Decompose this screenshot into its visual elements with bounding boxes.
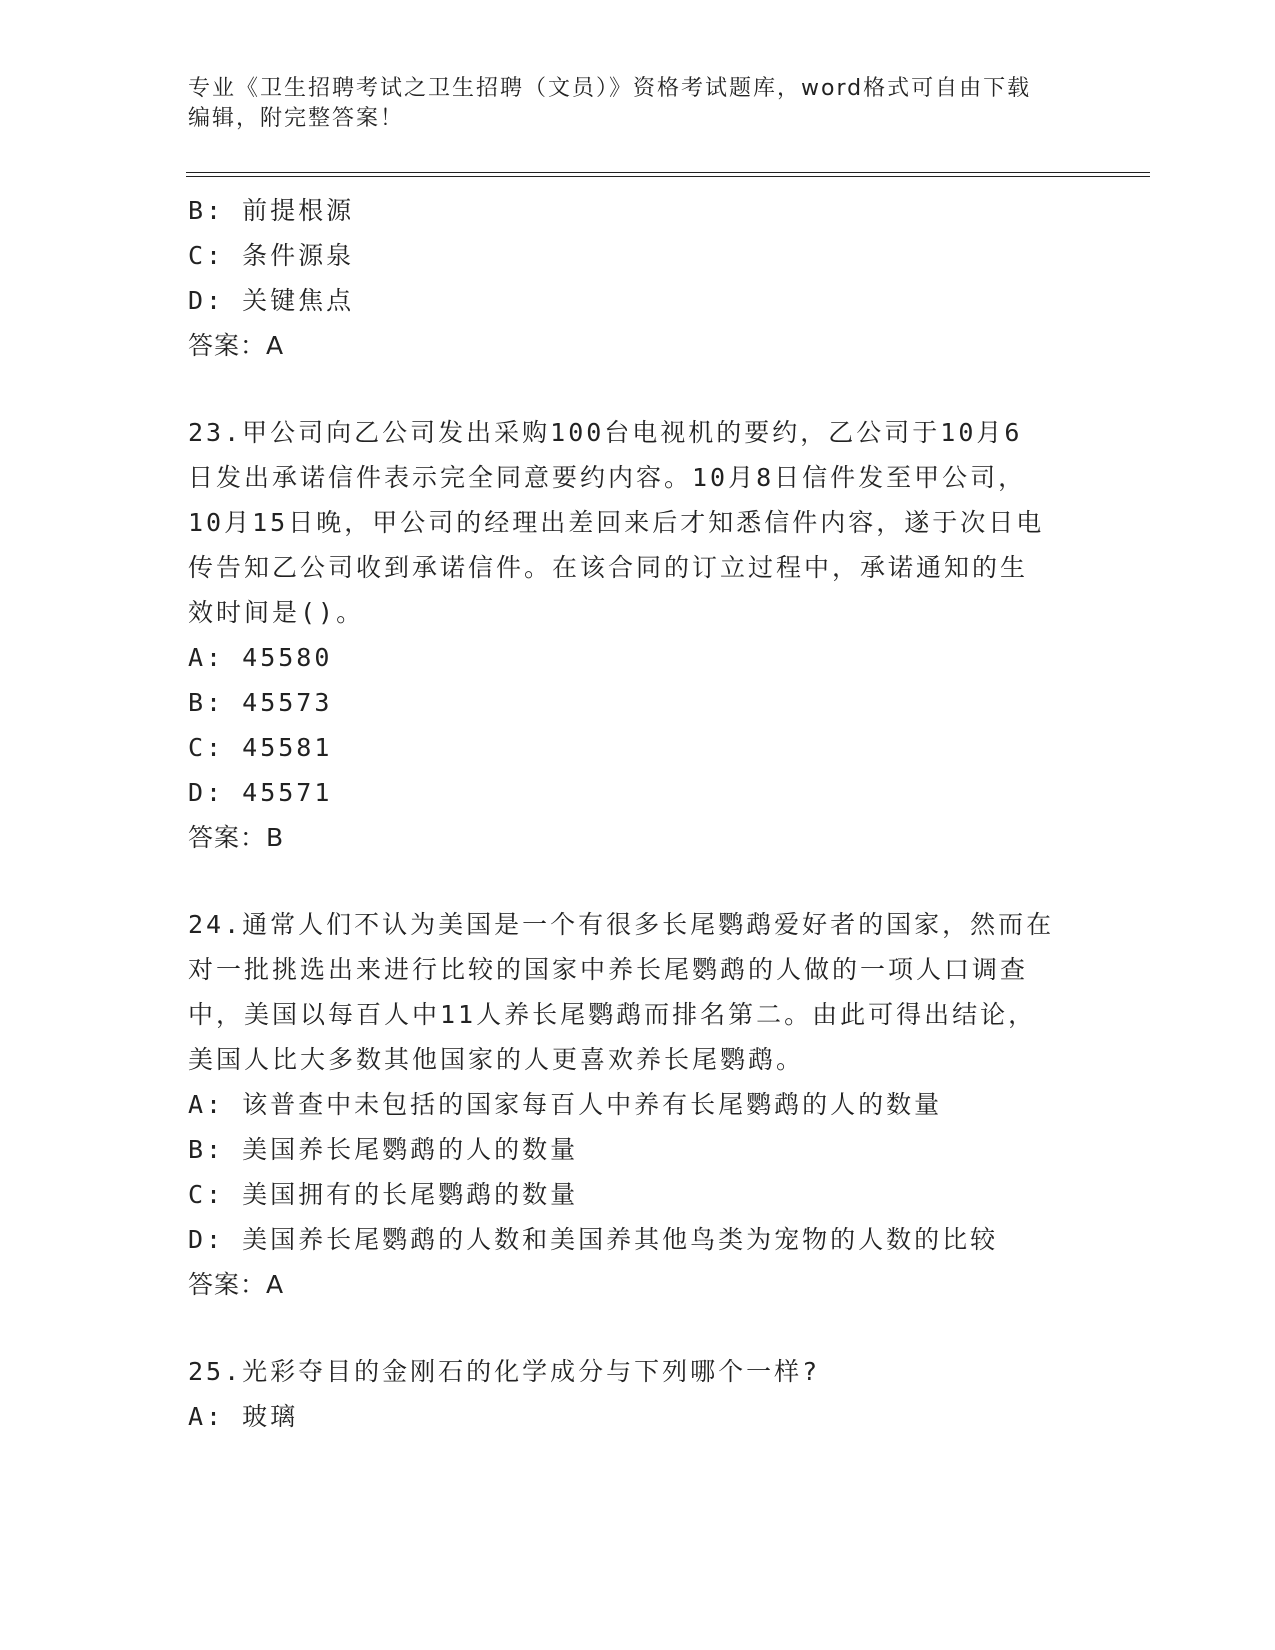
option-a: A: 该普查中未包括的国家每百人中养有长尾鹦鹉的人的数量	[188, 1090, 943, 1119]
question-stem-line: 效时间是()。	[188, 598, 365, 627]
question-stem-line: 23.甲公司向乙公司发出采购100台电视机的要约，乙公司于10月6	[188, 418, 1023, 447]
option-c: C: 条件源泉	[188, 241, 355, 270]
question-stem-line: 中，美国以每百人中11人养长尾鹦鹉而排名第二。由此可得出结论，	[188, 1000, 1037, 1029]
option-a: A: 45580	[188, 643, 333, 672]
question-stem-line: 25.光彩夺目的金刚石的化学成分与下列哪个一样?	[188, 1357, 821, 1386]
question-stem-line: 美国人比大多数其他国家的人更喜欢养长尾鹦鹉。	[188, 1045, 805, 1074]
question-25	[188, 1349, 1088, 1439]
option-d: D: 关键焦点	[188, 286, 355, 315]
spacer	[188, 368, 1088, 410]
header-rule-top	[186, 172, 1150, 173]
question-stem-line: 传告知乙公司收到承诺信件。在该合同的订立过程中，承诺通知的生	[188, 553, 1029, 582]
option-b: B: 美国养长尾鹦鹉的人的数量	[188, 1135, 579, 1164]
answer: 答案：A	[188, 1270, 285, 1299]
header-line-2: 编辑，附完整答案！	[188, 106, 405, 131]
option-b: B: 前提根源	[188, 196, 355, 225]
document-header	[188, 74, 1068, 134]
option-d: D: 45571	[188, 778, 333, 807]
question-22-tail	[188, 188, 1088, 368]
question-stem-line: 对一批挑选出来进行比较的国家中养长尾鹦鹉的人做的一项人口调查	[188, 955, 1029, 984]
question-stem-line: 24.通常人们不认为美国是一个有很多长尾鹦鹉爱好者的国家，然而在	[188, 910, 1055, 939]
answer: 答案：A	[188, 331, 285, 360]
answer: 答案：B	[188, 823, 285, 852]
question-stem-line: 日发出承诺信件表示完全同意要约内容。10月8日信件发至甲公司，	[188, 463, 1027, 492]
header-line-1: 专业《卫生招聘考试之卫生招聘（文员）》资格考试题库，word格式可自由下载	[188, 76, 1032, 101]
option-b: B: 45573	[188, 688, 333, 717]
spacer	[188, 860, 1088, 902]
question-list	[188, 188, 1088, 1439]
spacer	[188, 1307, 1088, 1349]
question-23	[188, 410, 1088, 860]
question-24	[188, 902, 1088, 1307]
option-a: A: 玻璃	[188, 1402, 299, 1431]
option-d: D: 美国养长尾鹦鹉的人数和美国养其他鸟类为宠物的人数的比较	[188, 1225, 999, 1254]
question-stem-line: 10月15日晚，甲公司的经理出差回来后才知悉信件内容，遂于次日电	[188, 508, 1045, 537]
option-c: C: 美国拥有的长尾鹦鹉的数量	[188, 1180, 579, 1209]
option-c: C: 45581	[188, 733, 333, 762]
header-rule-bottom	[186, 176, 1150, 177]
